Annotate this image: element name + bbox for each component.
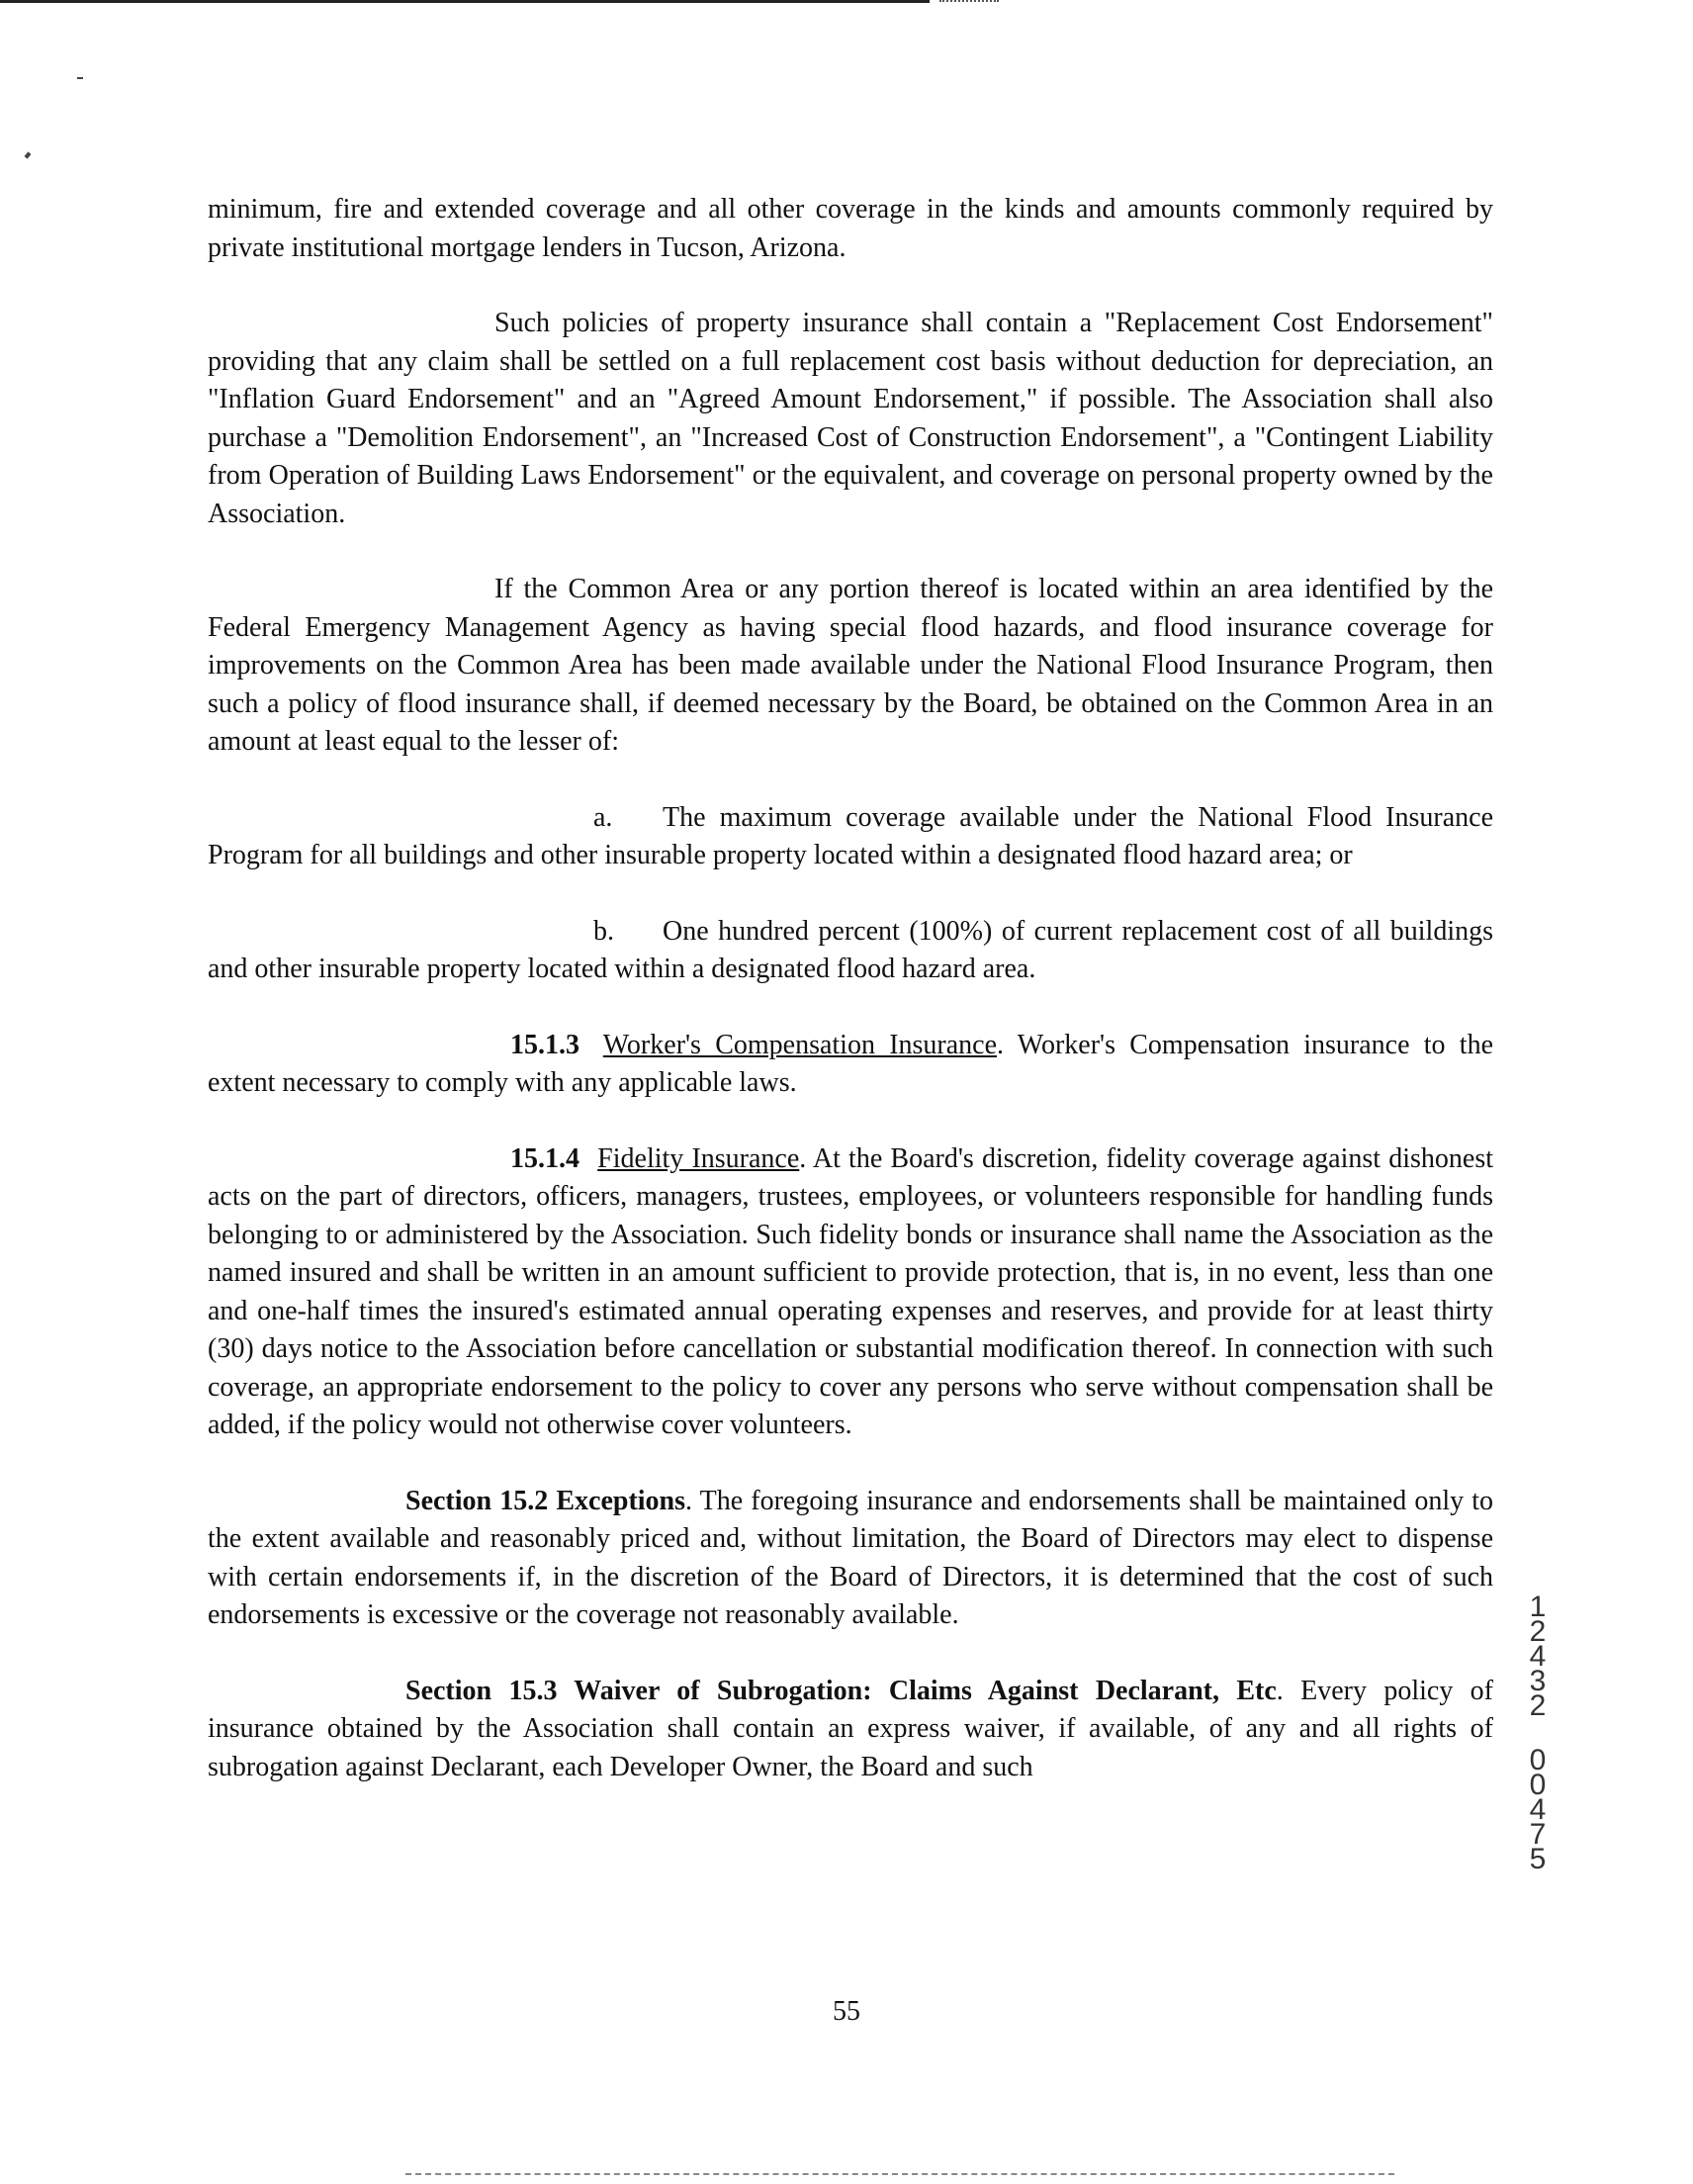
- bates-digit: 7: [1529, 1818, 1547, 1851]
- scan-artifact-mark: [77, 77, 83, 79]
- scan-artifact-top-dots: [939, 0, 999, 4]
- document-body: [208, 191, 1493, 1824]
- bates-digit: 2: [1529, 1689, 1547, 1722]
- bates-digit: 4: [1529, 1793, 1547, 1826]
- bates-digit: 3: [1529, 1665, 1547, 1697]
- section-text: . At the Board's discretion, fidelity coverage against dishonest acts on the part of directors, officers, managers, trustees, employees, or volunteers responsible for handling funds belonging to or administered by the Association. Such fidelity bonds or insurance shall name the Association as the named insured and shall be written in an amount sufficient to provide protection, that is, in no event, less than one and one-half times the insured's estimated annual operating expenses and reserves, and provide for at least thirty (30) days notice to the Association before cancellation or substantial modification thereof. In connection with such coverage, an appropriate endorsement to the policy to cover any persons who serve without compensation shall be added, if the policy would not otherwise cover volunteers.: [208, 1142, 1493, 1440]
- list-item-text: One hundred percent (100%) of current replacement cost of all buildings and other insurable property located within a designated flood hazard area.: [208, 915, 1493, 984]
- section-number: 15.1.4: [510, 1142, 579, 1174]
- list-item-a: [208, 799, 1493, 875]
- section-text: . Every policy of insurance obtained by the Association shall contain an express waiver, if available, of any and all rights of subrogation against Declarant, each Developer Owner, the Board and such: [208, 1675, 1494, 1782]
- paragraph-coverage-minimum: minimum, fire and extended coverage and all other coverage in the kinds and amounts commonly required by private institutional mortgage lenders in Tucson, Arizona.: [208, 194, 1493, 263]
- section-15-1-3: [208, 1027, 1493, 1103]
- scan-artifact-bottom-line: [405, 2173, 1394, 2177]
- bates-digit: 5: [1529, 1843, 1547, 1875]
- section-heading: Section 15.3 Waiver of Subrogation: Claims Against Declarant, Etc: [405, 1675, 1277, 1706]
- page-number: 55: [833, 1996, 860, 2027]
- section-number: 15.1.3: [510, 1029, 579, 1060]
- paragraph-replacement-cost: Such policies of property insurance shall contain a "Replacement Cost Endorsement" providing that any claim shall be settled on a full replacement cost basis without deduction for depreciation, an "Inflation Guard Endorsement" and an "Agreed Amount Endorsement," if possible. The Association shall also purchase a "Demolition Endorsement", an "Increased Cost of Construction Endorsement", a "Contingent Liability from Operation of Building Laws Endorsement" or the equivalent, and coverage on personal property owned by the Association.: [208, 308, 1493, 529]
- bates-digit: 1: [1529, 1591, 1547, 1623]
- bates-digit: 4: [1529, 1640, 1547, 1673]
- bates-digit: 2: [1529, 1615, 1547, 1648]
- section-15-3: [208, 1673, 1493, 1787]
- bates-stamp: [1523, 1591, 1553, 1875]
- list-marker: a.: [593, 801, 613, 833]
- scan-artifact-mark: [25, 151, 32, 158]
- section-heading: Fidelity Insurance: [597, 1142, 800, 1174]
- list-item-text: The maximum coverage available under the National Flood Insurance Program for all buildings and other insurable property located within a designated flood hazard area; or: [208, 801, 1493, 870]
- section-text: . The foregoing insurance and endorsements shall be maintained only to the extent available and reasonably priced and, without limitation, the Board of Directors may elect to dispense with certain endorsements if, in the discretion of the Board of Directors, it is determined that the cost of such endorsements is excessive or the coverage not reasonably available.: [208, 1485, 1493, 1630]
- bates-digit: 0: [1529, 1744, 1547, 1776]
- scan-artifact-top-line: [0, 0, 930, 3]
- section-heading: Worker's Compensation Insurance: [602, 1029, 998, 1060]
- list-marker: b.: [593, 915, 614, 947]
- list-item-b: [208, 913, 1493, 989]
- bates-digit: 0: [1529, 1769, 1547, 1801]
- section-text: . Worker's Compensation insurance to the extent necessary to comply with any applicable laws.: [208, 1029, 1494, 1098]
- section-15-2: [208, 1483, 1493, 1635]
- paragraph-flood-insurance: If the Common Area or any portion thereof is located within an area identified by the Federal Emergency Management Agency as having special flood hazards, and flood insurance coverage for improvements on the Common Area has been made available under the National Flood Insurance Program, then such a policy of flood insurance shall, if deemed necessary by the Board, be obtained on the Common Area in an amount at least equal to the lesser of:: [208, 574, 1493, 757]
- section-15-1-4: [208, 1140, 1493, 1445]
- section-heading: Section 15.2 Exceptions: [405, 1485, 686, 1516]
